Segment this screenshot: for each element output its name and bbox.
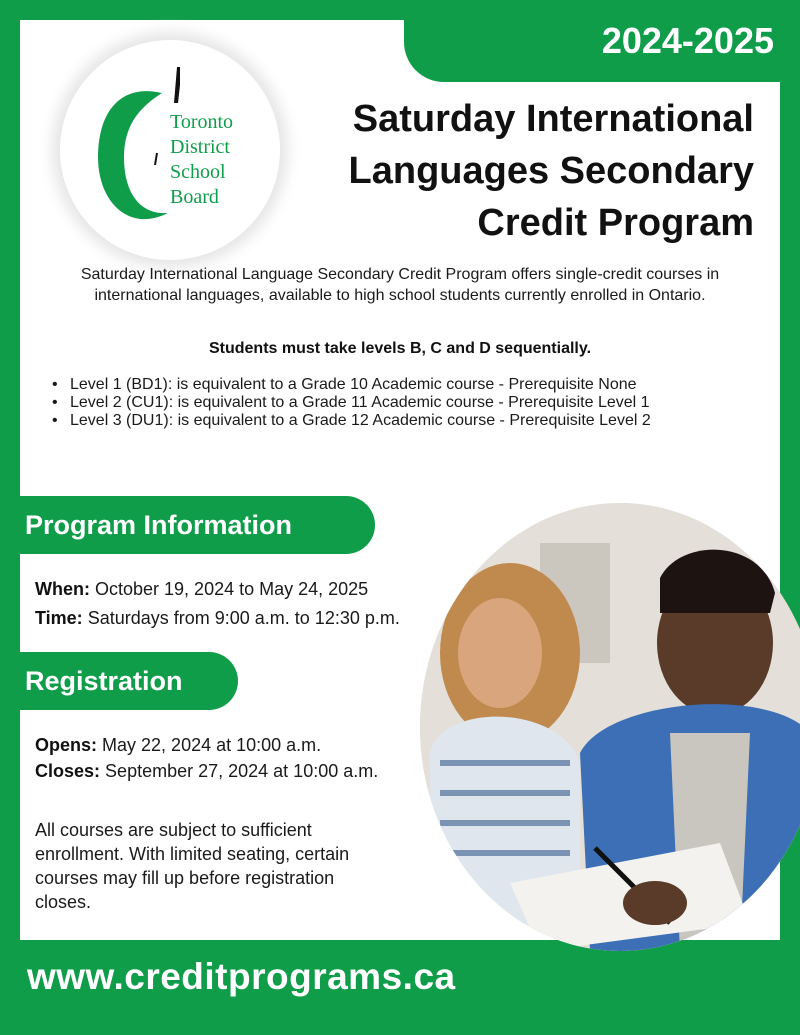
opens-value: May 22, 2024 at 10:00 a.m.	[102, 735, 322, 755]
apple-logo-icon	[90, 65, 180, 235]
opens-line	[35, 735, 321, 756]
level-text: Level 1 (BD1): is equivalent to a Grade 10 Academic course - Prerequisite None	[70, 376, 637, 393]
closes-value: September 27, 2024 at 10:00 a.m.	[105, 761, 379, 781]
program-information-heading: Program Information	[0, 496, 375, 554]
closes-line	[35, 761, 378, 782]
sequence-note: Students must take levels B, C and D sequentially.	[208, 340, 592, 357]
title-line: Languages Secondary	[348, 150, 754, 192]
logo-wordmark	[170, 110, 233, 210]
list-item	[52, 412, 651, 430]
logo-line: District	[170, 136, 230, 158]
note-line: All courses are subject to sufficient	[35, 820, 312, 840]
time-label: Time:	[35, 608, 83, 628]
note-line: courses may fill up before registration	[35, 868, 335, 888]
intro-line: international languages, available to high school students currently enrolled in Ontario.	[94, 287, 706, 304]
title-line: Saturday International	[352, 98, 754, 140]
bullet-icon: •	[52, 412, 58, 429]
intro-paragraph	[40, 264, 760, 306]
time-value: Saturdays from 9:00 a.m. to 12:30 p.m.	[87, 608, 400, 628]
note-line: enrollment. With limited seating, certain	[35, 844, 350, 864]
website-link[interactable]: www.creditprograms.ca	[27, 956, 456, 997]
logo-line: Board	[170, 186, 219, 208]
list-item	[52, 394, 651, 412]
time-line	[35, 608, 400, 629]
list-item	[52, 376, 651, 394]
photo-illustration	[420, 503, 800, 951]
students-photo	[420, 503, 800, 951]
level-text: Level 3 (DU1): is equivalent to a Grade 12 Academic course - Prerequisite Level 2	[70, 412, 651, 429]
enrollment-note	[35, 818, 385, 914]
bullet-icon: •	[52, 394, 58, 411]
level-text: Level 2 (CU1): is equivalent to a Grade 11 Academic course - Prerequisite Level 1	[70, 394, 650, 411]
opens-label: Opens:	[35, 735, 98, 755]
when-value: October 19, 2024 to May 24, 2025	[95, 579, 369, 599]
intro-line: Saturday International Language Secondary Credit Program offers single-credit courses in	[80, 266, 720, 283]
when-label: When:	[35, 579, 90, 599]
logo-line: Toronto	[170, 111, 234, 133]
note-line: closes.	[35, 892, 92, 912]
page-title	[234, 93, 754, 249]
year-badge: 2024-2025	[404, 0, 800, 82]
title-line: Credit Program	[477, 202, 754, 244]
closes-label: Closes:	[35, 761, 101, 781]
bullet-icon: •	[52, 376, 58, 393]
levels-list	[52, 376, 651, 430]
when-line	[35, 579, 368, 600]
registration-heading: Registration	[0, 652, 238, 710]
logo-line: School	[170, 161, 226, 183]
